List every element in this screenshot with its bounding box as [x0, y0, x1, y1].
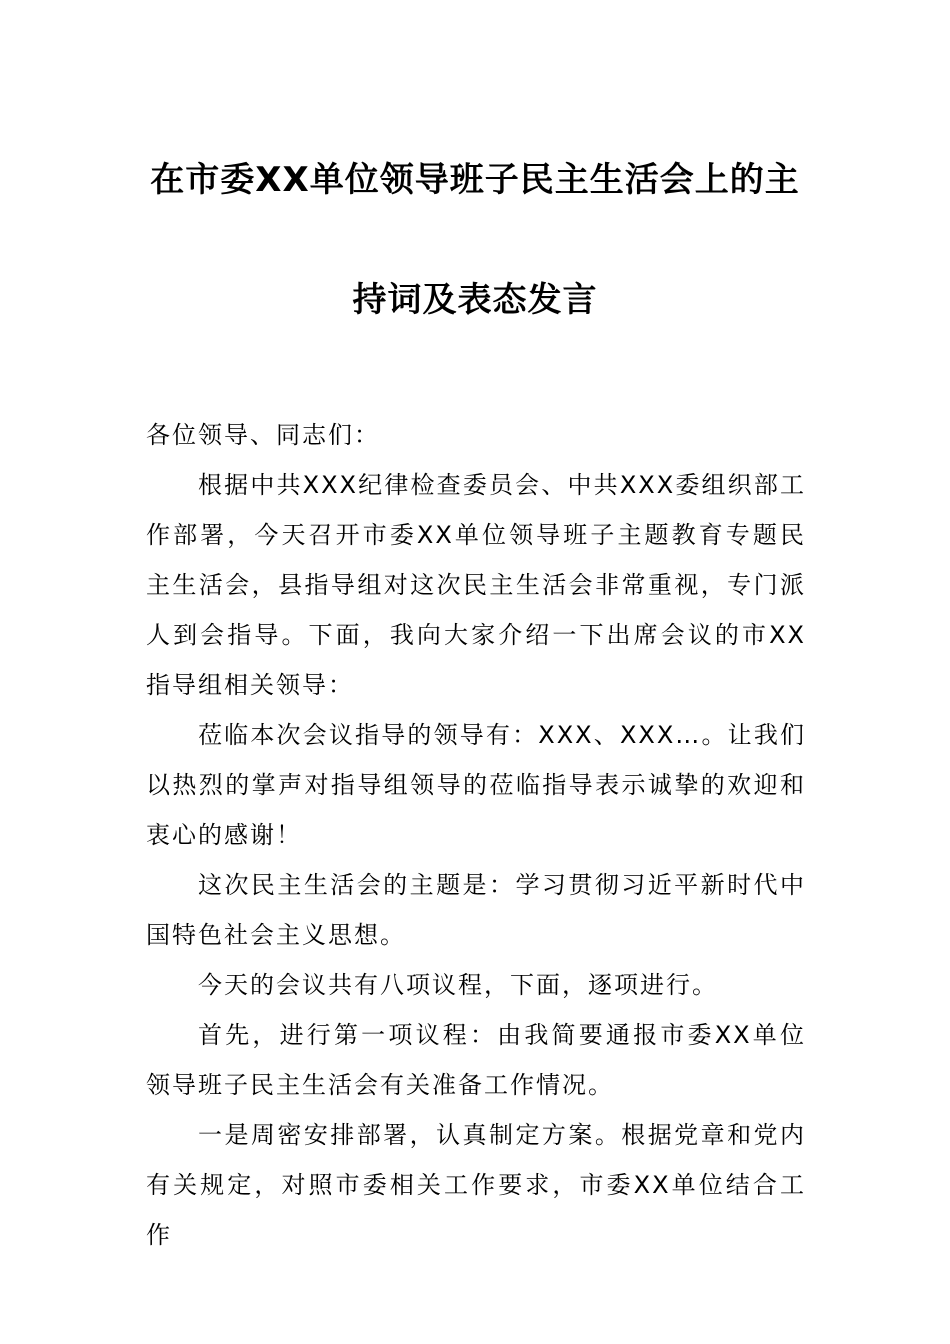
paragraph-2: 莅临本次会议指导的领导有：XXX、XXX…。让我们以热烈的掌声对指导组领导的莅临指导表示诚挚的欢迎和衷心的感谢！ [146, 721, 806, 849]
paragraph-6: 一是周密安排部署，认真制定方案。根据党章和党内有关规定，对照市委相关工作要求，市委XX单位结合工作 [146, 1121, 806, 1249]
salutation: 各位领导、同志们： [146, 421, 380, 449]
paragraph-3: 这次民主生活会的主题是：学习贯彻习近平新时代中国特色社会主义思想。 [146, 871, 806, 949]
document-body [146, 410, 806, 1260]
document-title-line-1: 在市委XX单位领导班子民主生活会上的主 [150, 160, 800, 200]
paragraph-5: 首先，进行第一项议程：由我简要通报市委XX单位领导班子民主生活会有关准备工作情况。 [146, 1021, 806, 1099]
paragraph-1: 根据中共XXX纪律检查委员会、中共XXX委组织部工作部署，今天召开市委XX单位领导班子主题教育专题民主生活会，县指导组对这次民主生活会非常重视，专门派人到会指导。下面，我向大家介绍一下出席会议的市XX指导组相关领导： [146, 471, 806, 699]
document-title-line-2: 持词及表态发言 [352, 280, 598, 320]
paragraph-4: 今天的会议共有八项议程，下面，逐项进行。 [198, 971, 718, 999]
